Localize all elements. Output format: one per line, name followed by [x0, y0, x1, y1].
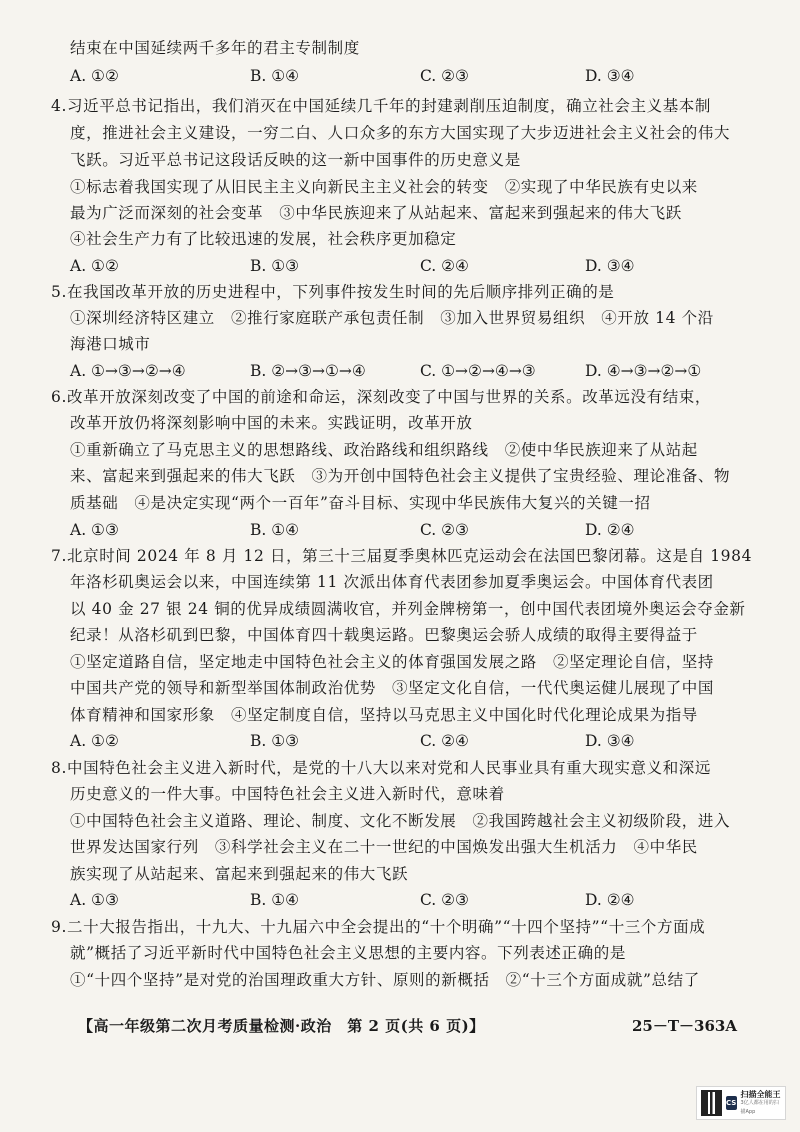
- text-line: 度，推进社会主义建设，一穷二白、人口众多的东方大国实现了大步迈进社会主义社会的伟大: [70, 124, 731, 142]
- text-line: ①深圳经济特区建立 ②推行家庭联产承包责任制 ③加入世界贸易组织 ④开放 14 个沿: [70, 309, 714, 327]
- option-d: D. ②④: [585, 891, 635, 909]
- option-d: D. ②④: [585, 521, 635, 539]
- text-line: 年洛杉矶奥运会以来，中国连续第 11 次派出体育代表团参加夏季奥运会。中国体育代表团: [70, 573, 714, 591]
- option-b: B. ①④: [250, 891, 300, 909]
- text-line: 就”概括了习近平新时代中国特色社会主义思想的主要内容。下列表述正确的是: [70, 944, 626, 962]
- option-a: A. ①②: [70, 257, 119, 275]
- option-d: D. ③④: [585, 67, 635, 85]
- text-line: ①“十四个坚持”是对党的治国理政重大方针、原则的新概括 ②“十三个方面成就”总结了: [70, 971, 700, 989]
- question-5-stem: 5.在我国改革开放的历史进程中，下列事件按发生时间的先后顺序排列正确的是: [51, 283, 615, 301]
- option-a: A. ①②: [70, 67, 119, 85]
- question-8-stem: 8.中国特色社会主义进入新时代，是党的十八大以来对党和人民事业具有重大现实意义和深远: [51, 759, 711, 777]
- text-line: 改革开放仍将深刻影响中国的未来。实践证明，改革开放: [70, 414, 473, 432]
- page-footer: 【高一年级第二次月考质量检测·政治 第 2 页(共 6 页)】: [78, 1017, 485, 1035]
- question-6-stem: 6.改革开放深刻改变了中国的前途和命运，深刻改变了中国与世界的关系。改革远没有结束，: [51, 388, 711, 406]
- paper-code: 25－T－363A: [632, 1017, 737, 1035]
- scanner-watermark-text: [741, 1090, 781, 1117]
- option-b: B. ①④: [250, 521, 300, 539]
- text-line: 飞跃。习近平总书记这段话反映的这一新中国事件的历史意义是: [70, 151, 521, 169]
- text-line: 纪录！从洛杉矶到巴黎，中国体育四十载奥运路。巴黎奥运会骄人成绩的取得主要得益于: [70, 626, 698, 644]
- text-line: ①标志着我国实现了从旧民主主义向新民主主义社会的转变 ②实现了中华民族有史以来: [70, 178, 698, 196]
- question-9-stem: 9.二十大报告指出，十九大、十九届六中全会提出的“十个明确”“十四个坚持”“十三个方面成: [51, 918, 706, 936]
- scanner-title: 扫描全能王: [740, 1089, 781, 1099]
- option-a: A. ①③: [70, 521, 119, 539]
- question-4-stem: 4.习近平总书记指出，我们消灭在中国延续几千年的封建剥削压迫制度，确立社会主义基本制: [51, 97, 711, 115]
- scanner-watermark: [696, 1086, 786, 1120]
- option-c: C. ②③: [420, 67, 469, 85]
- text-line: ①坚定道路自信，坚定地走中国特色社会主义的体育强国发展之路 ②坚定理论自信，坚持: [70, 653, 715, 671]
- text-line: 中国共产党的领导和新型举国体制政治优势 ③坚定文化自信，一代代奥运健儿展现了中国: [70, 679, 715, 697]
- text-line: 世界发达国家行列 ③科学社会主义在二十一世纪的中国焕发出强大生机活力 ④中华民: [70, 838, 698, 856]
- option-d: D. ③④: [585, 732, 635, 750]
- option-c: C. ②③: [420, 521, 469, 539]
- option-d: D. ③④: [585, 257, 635, 275]
- text-line: ①重新确立了马克思主义的思想路线、政治路线和组织路线 ②使中华民族迎来了从站起: [70, 441, 698, 459]
- text-line: 以 40 金 27 银 24 铜的优异成绩圆满收官，并列金牌榜第一，创中国代表团境外奥运会夺金新: [70, 600, 746, 618]
- option-b: B. ①④: [250, 67, 300, 85]
- text-line: 结束在中国延续两千多年的君主专制制度: [70, 39, 360, 57]
- text-line: 历史意义的一件大事。中国特色社会主义进入新时代，意味着: [70, 785, 505, 803]
- text-line: 体育精神和国家形象 ④坚定制度自信，坚持以马克思主义中国化时代化理论成果为指导: [70, 706, 698, 724]
- text-line: 质基础 ④是决定实现“两个一百年”奋斗目标、实现中华民族伟大复兴的关键一招: [70, 494, 651, 512]
- qr-code-icon: [701, 1090, 722, 1116]
- option-c: C. ②③: [420, 891, 469, 909]
- camscanner-logo-icon: CS: [726, 1096, 737, 1110]
- option-a: A. ①③: [70, 891, 119, 909]
- text-line: ①中国特色社会主义道路、理论、制度、文化不断发展 ②我国跨越社会主义初级阶段，进入: [70, 812, 731, 830]
- option-d: D. ④→③→②→①: [585, 362, 702, 380]
- text-line: 最为广泛而深刻的社会变革 ③中华民族迎来了从站起来、富起来到强起来的伟大飞跃: [70, 204, 682, 222]
- scanner-subtitle: 3亿人都在用的扫描App: [740, 1099, 779, 1115]
- option-b: B. ①③: [250, 732, 300, 750]
- option-c: C. ②④: [420, 257, 469, 275]
- option-c: C. ②④: [420, 732, 469, 750]
- option-b: B. ①③: [250, 257, 300, 275]
- question-7-stem: 7.北京时间 2024 年 8 月 12 日，第三十三届夏季奥林匹克运动会在法国巴黎闭幕。这是自 1984: [51, 547, 753, 565]
- option-a: A. ①②: [70, 732, 119, 750]
- text-line: 海港口城市: [70, 335, 151, 353]
- option-a: A. ①→③→②→④: [70, 362, 186, 380]
- text-line: 来、富起来到强起来的伟大飞跃 ③为开创中国特色社会主义提供了宝贵经验、理论准备、物: [70, 467, 731, 485]
- option-b: B. ②→③→①→④: [250, 362, 366, 380]
- option-c: C. ①→②→④→③: [420, 362, 536, 380]
- text-line: ④社会生产力有了比较迅速的发展，社会秩序更加稳定: [70, 230, 457, 248]
- text-line: 族实现了从站起来、富起来到强起来的伟大飞跃: [70, 865, 409, 883]
